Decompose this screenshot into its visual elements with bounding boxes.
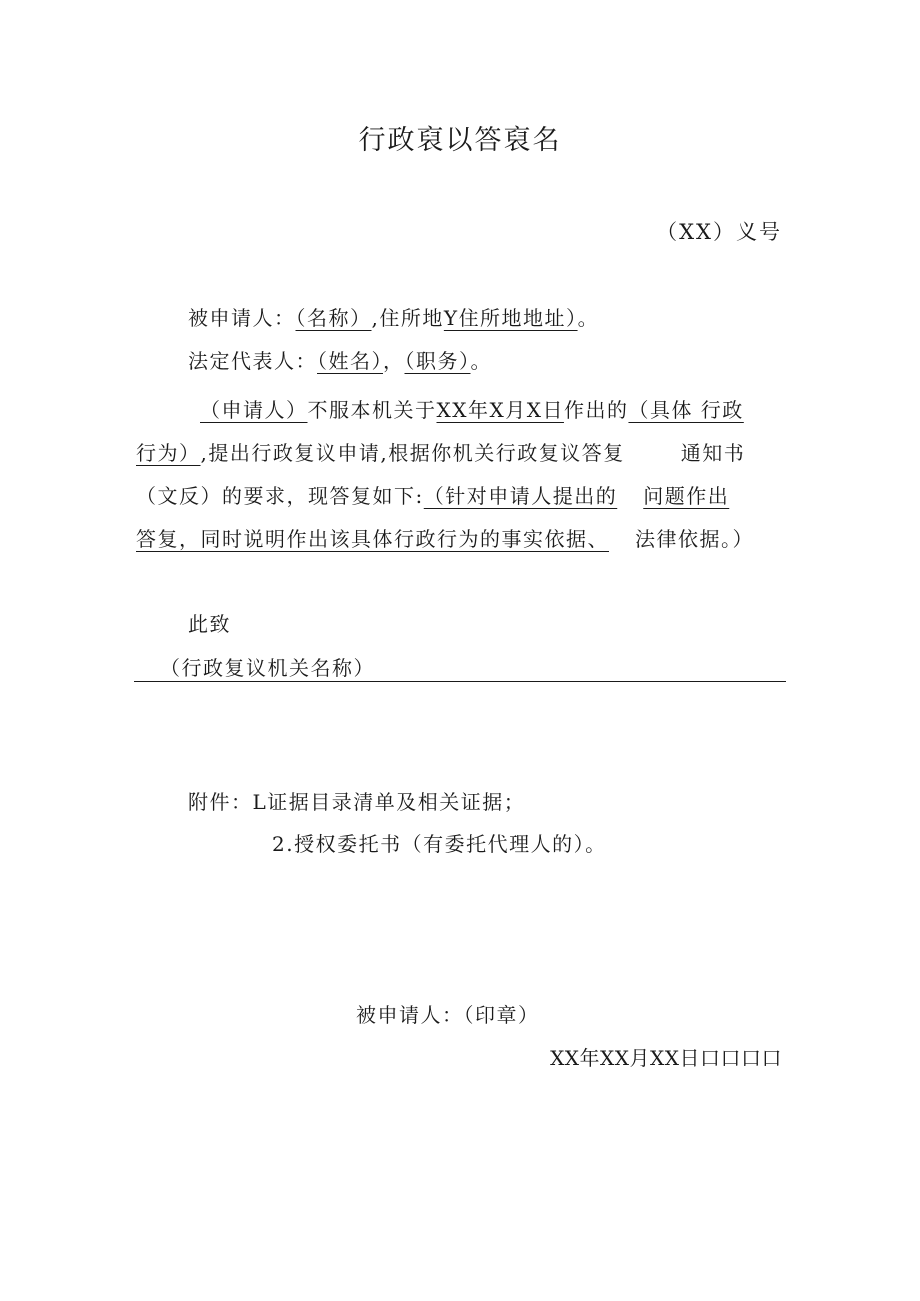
legal-rep-end: 。 [470,349,492,373]
body-line-4 [136,523,754,552]
respondent-mid: ,住所地 [371,306,444,330]
body-text: ,提出行政复议申请,根据你机关行政复议答复 [200,441,625,465]
signature-date: XX年XX月XX日口口口口 [550,1046,782,1070]
legal-rep-sep: ， [383,349,405,373]
respondent-name: （名称） [295,306,372,330]
respondent-end: 。 [577,306,600,330]
body-text: 不服本机关于 [307,398,437,422]
attachment-label: 附件： [188,790,253,814]
body-text: 作出的 [563,398,629,422]
salutation: 此致 [188,612,231,636]
recipient-name: （行政复议机关名称） [160,656,375,680]
act-field-end: 行为） [136,441,201,465]
decision-date-field: XX年X月X日 [436,398,564,422]
respondent-line [188,302,599,331]
respondent-address: Y住所地地址） [443,306,578,330]
act-field-start: （具体 行政 [628,398,744,422]
recipient-divider [134,681,786,682]
document-title: 行政裒以答裒名 [358,125,562,156]
document-number: （XX）义号 [656,220,782,244]
legal-rep-name: （姓名） [317,349,383,373]
legal-rep-line [188,345,492,374]
body-line-3 [136,480,729,509]
legal-rep-position: （职务） [404,349,471,373]
body-text: 法律依据。） [635,527,754,551]
reply-field-start: （针对申请人提出的 问题作出 [423,484,730,508]
body-text: 通知书 [680,441,746,465]
respondent-label: 被申请人： [188,306,296,330]
reply-field-end: 答复，同时说明作出该具体行政行为的事实依据、 [136,527,609,551]
attachment-item-1: 附件：L证据目录清单及相关证据； [188,790,526,814]
body-text: （文反）的要求，现答复如下: [136,484,424,508]
attachment-item-2: 2.授权委托书（有委托代理人的）。 [272,832,607,856]
legal-rep-label: 法定代表人： [188,349,317,373]
signature-label: 被申请人：（印章） [356,1003,540,1027]
body-line-1 [200,394,744,423]
body-line-2 [136,437,745,466]
applicant-field: （申请人） [200,398,308,422]
